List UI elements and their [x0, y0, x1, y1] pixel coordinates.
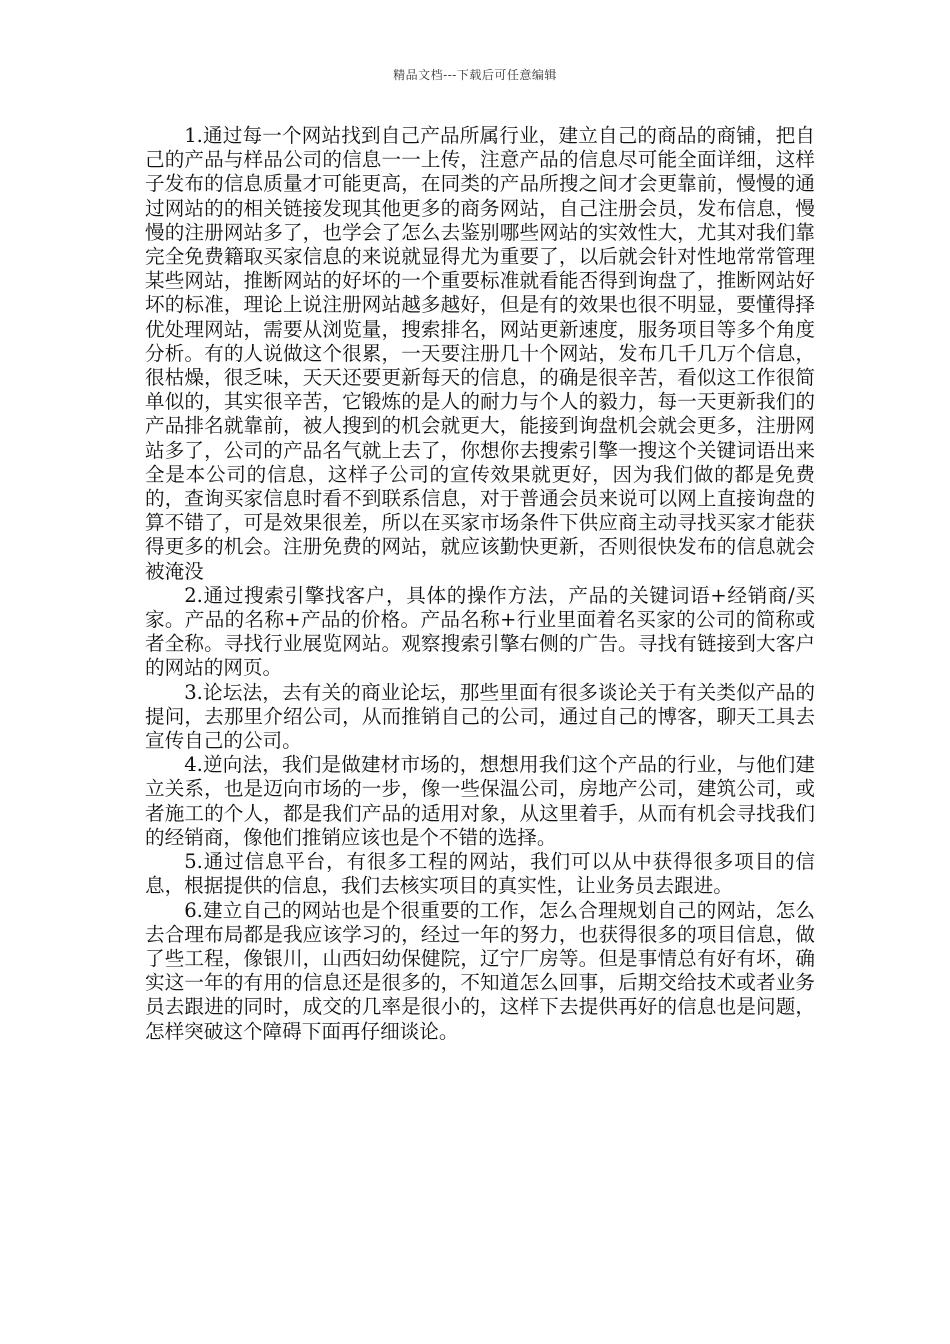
document-body: [145, 124, 815, 1044]
paragraph-1: 1.通过每一个网站找到自己产品所属行业，建立自己的商品的商铺，把自己的产品与样品公司的信息一一上传，注意产品的信息尽可能全面详细，这样子发布的信息质量才可能更高，在同类的产品所搜之间才会更靠前，慢慢的通过网站的的相关链接发现其他更多的商务网站，自己注册会员，发布信息，慢慢的注册网站多了，也学会了怎么去鉴别哪些网站的实效性大，尤其对我们靠完全免费籍取买家信息的来说就显得尤为重要了，以后就会针对性地常常管理某些网站，推断网站的好坏的一个重要标准就看能否得到询盘了，推断网站好坏的标准，理论上说注册网站越多越好，但是有的效果也很不明显，要懂得择优处理网站，需要从浏览量，搜索排名，网站更新速度，服务项目等多个角度分析。有的人说做这个很累，一天要注册几十个网站，发布几千几万个信息，很枯燥，很乏味，天天还要更新每天的信息，的确是很辛苦，看似这工作很简单似的，其实很辛苦，它锻炼的是人的耐力与个人的毅力，每一天更新我们的产品排名就靠前，被人搜到的机会就更大，能接到询盘机会就会更多，注册网站多了，公司的产品名气就上去了，你想你去搜索引擎一搜这个关键词语出来全是本公司的信息，这样子公司的宣传效果就更好，因为我们做的都是免费的，查询买家信息时看不到联系信息，对于普通会员来说可以网上直接询盘的算不错了，可是效果很差，所以在买家市场条件下供应商主动寻找买家才能获得更多的机会。注册免费的网站，就应该勤快更新，否则很快发布的信息就会被淹没: [145, 124, 815, 583]
paragraph-4: 4.逆向法，我们是做建材市场的，想想用我们这个产品的行业，与他们建立关系，也是迈向市场的一步，像一些保温公司，房地产公司，建筑公司，或者施工的个人，都是我们产品的适用对象，从这里着手，从而有机会寻找我们的经销商，像他们推销应该也是个不错的选择。: [145, 753, 815, 849]
paragraph-6: 6.建立自己的网站也是个很重要的工作，怎么合理规划自己的网站，怎么去合理布局都是我应该学习的，经过一年的努力，也获得很多的项目信息，做了些工程，像银川，山西妇幼保健院，辽宁厂房等。但是事情总有好有坏，确实这一年的有用的信息还是很多的，不知道怎么回事，后期交给技术或者业务员去跟进的同时，成交的几率是很小的，这样下去提供再好的信息也是问题，怎样突破这个障碍下面再仔细谈论。: [145, 898, 815, 1043]
page-header: 精品文档---下载后可任意编辑: [393, 68, 557, 82]
paragraph-5: 5.通过信息平台，有很多工程的网站，我们可以从中获得很多项目的信息，根据提供的信息，我们去核实项目的真实性，让业务员去跟进。: [145, 850, 815, 898]
paragraph-3: 3.论坛法，去有关的商业论坛，那些里面有很多谈论关于有关类似产品的提问，去那里介绍公司，从而推销自己的公司，通过自己的博客，聊天工具去宣传自己的公司。: [145, 680, 815, 753]
paragraph-2: 2.通过搜索引擎找客户，具体的操作方法，产品的关键词语+经销商/买家。产品的名称+产品的价格。产品名称+行业里面着名买家的公司的简称或者全称。寻找行业展览网站。观察搜索引擎右侧的广告。寻找有链接到大客户的网站的网页。: [145, 583, 815, 680]
